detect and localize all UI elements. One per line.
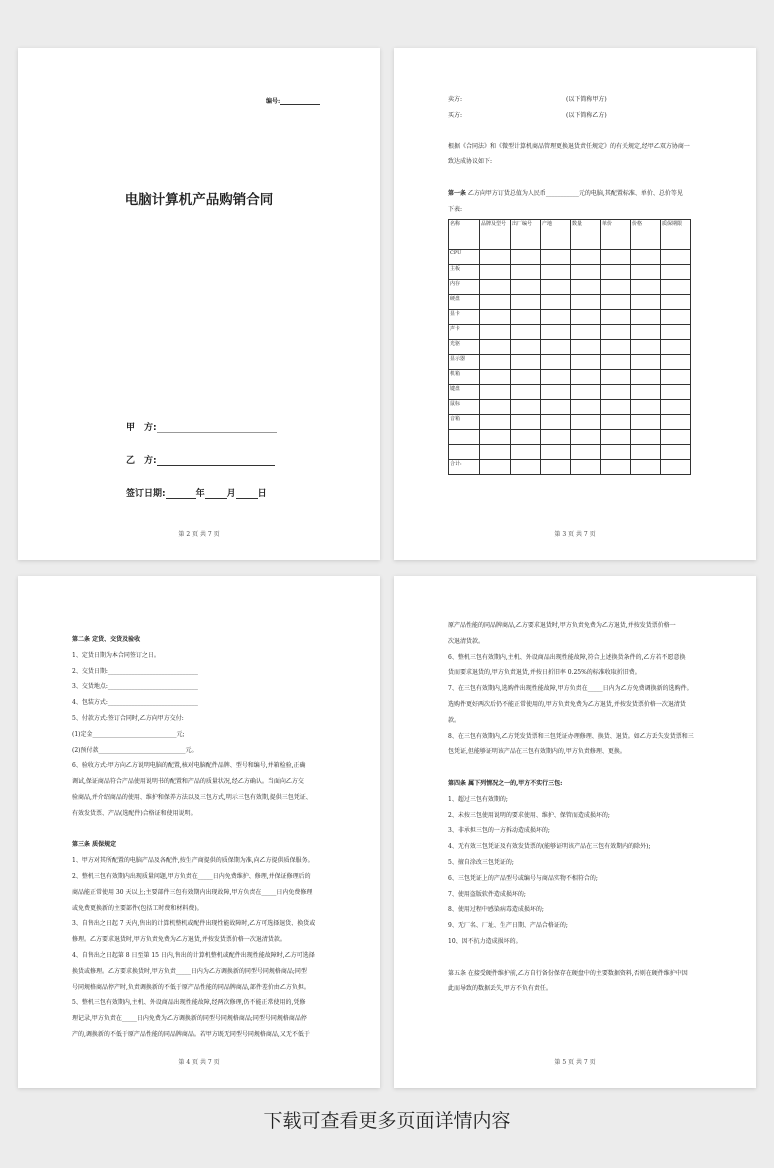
article-1-text: 乙方向甲方订货总值为人民币___________元的电脑,其配置标准、单价、总价等见 xyxy=(466,190,683,197)
contract-page-delivery-warranty xyxy=(18,576,380,1088)
table-row xyxy=(449,280,691,295)
body-line: 2、整机三包有效期内出现质量问题,甲方负责在_____日内免费维护、修理,并保证修理后的 xyxy=(72,873,311,880)
row-label-cell xyxy=(449,430,480,445)
table-row xyxy=(449,310,691,325)
table-cell xyxy=(571,340,601,355)
row-label-cell: 硬盘 xyxy=(449,295,480,310)
table-cell xyxy=(480,340,511,355)
table-cell xyxy=(571,265,601,280)
table-cell xyxy=(541,250,571,265)
body-line: 换货或修理。乙方要求换货时,甲方负责_____日内为乙方调换新的同型号同规格商品;同型 xyxy=(72,967,307,975)
buyer-label: 买方: xyxy=(448,112,463,119)
table-cell xyxy=(511,400,541,415)
table-row xyxy=(449,460,691,475)
body-line: 5、擅自涂改三包凭证的; xyxy=(448,859,514,866)
body-line: 5、付款方式:签订合同时,乙方向甲方交付: xyxy=(72,715,184,722)
page-number: 第 2 页 共 7 页 xyxy=(178,531,220,538)
table-cell xyxy=(661,325,691,340)
sign-day-label: 日 xyxy=(257,489,267,499)
table-row xyxy=(449,295,691,310)
table-row xyxy=(449,415,691,430)
table-cell xyxy=(661,445,691,460)
article-1-line-2: 下表: xyxy=(448,206,463,213)
table-cell xyxy=(541,430,571,445)
table-cell xyxy=(571,250,601,265)
table-cell xyxy=(571,370,601,385)
table-cell xyxy=(571,430,601,445)
table-cell xyxy=(541,310,571,325)
download-more-caption: 下载可查看更多页面详情内容 xyxy=(263,1110,511,1132)
table-header-cell: 数量 xyxy=(571,220,601,250)
table-header-cell: 产地 xyxy=(541,220,571,250)
table-cell xyxy=(661,295,691,310)
party-b-label: 乙 方: xyxy=(126,456,157,466)
body-line: 次退清货款。 xyxy=(448,637,485,645)
table-row xyxy=(449,385,691,400)
table-cell xyxy=(480,280,511,295)
body-line: 第五条 在接受硬件维护前,乙方自行备份保存在硬盘中的主要数据资料,否则在硬件维护中因 xyxy=(448,969,688,977)
table-header-cell: 单价 xyxy=(601,220,631,250)
table-cell xyxy=(571,460,601,475)
table-cell xyxy=(661,340,691,355)
table-cell xyxy=(661,430,691,445)
table-cell xyxy=(661,265,691,280)
table-cell xyxy=(661,415,691,430)
body-line: 1、甲方对其所配置的电脑产品及各配件,按生产商提供的质保期为准,向乙方提供质保服务。 xyxy=(72,857,314,865)
sign-date-line xyxy=(126,486,267,499)
row-label-cell: CPU xyxy=(449,250,480,265)
body-line: 9、无厂名、厂址、生产日期、产品合格证的; xyxy=(448,922,568,930)
table-cell xyxy=(511,370,541,385)
table-cell xyxy=(511,310,541,325)
table-cell xyxy=(661,280,691,295)
table-cell xyxy=(511,295,541,310)
body-line: 原产品性能的同品牌商品,乙方要求退货时,甲方负责免费为乙方退货,并按发货票价格一 xyxy=(448,622,676,629)
party-b-line xyxy=(126,453,275,466)
table-cell xyxy=(480,400,511,415)
body-line: 6、整机三包有效期内,主机、外设商品出现性能故障,符合上述换货条件的,乙方若不愿意换 xyxy=(448,653,686,661)
party-a-line xyxy=(126,420,277,433)
body-line: (2)预付款_____________________________元。 xyxy=(72,746,198,754)
table-cell xyxy=(511,280,541,295)
row-label-cell: 光驱 xyxy=(449,340,480,355)
page-number: 第 5 页 共 7 页 xyxy=(554,1059,596,1066)
intro-line-2: 致达成协议如下: xyxy=(448,158,493,165)
table-cell xyxy=(631,265,661,280)
table-cell xyxy=(511,265,541,280)
body-line: 或免费更换新的主要部件(包括工时费和材料费)。 xyxy=(72,904,203,912)
table-cell xyxy=(511,460,541,475)
table-cell xyxy=(480,355,511,370)
table-row xyxy=(449,250,691,265)
body-line: 调试,保证商品符合产品使用说明书的配置和产品的质量状况,经乙方确认。当面向乙方交 xyxy=(72,778,304,786)
table-cell xyxy=(631,430,661,445)
table-cell xyxy=(601,325,631,340)
table-cell xyxy=(541,445,571,460)
table-cell xyxy=(511,385,541,400)
body-line: 2、未按三包使用说明的要求使用、维护、保管而造成损坏的; xyxy=(448,811,610,819)
table-cell xyxy=(571,445,601,460)
body-line: 8、在三包有效期内,乙方凭发货票和三包凭证办理修理、换货、退货。如乙方丢失发货票和三 xyxy=(448,732,694,740)
row-label-cell: 鼠标 xyxy=(449,400,480,415)
table-cell xyxy=(571,400,601,415)
contract-title: 电脑计算机产品购销合同 xyxy=(124,192,274,208)
table-cell xyxy=(480,445,511,460)
row-label-cell: 内存 xyxy=(449,280,480,295)
contract-page-exclusions xyxy=(394,576,756,1088)
body-line: 7、在三包有效期内,选购件出现性能故障,甲方负责在_____日内为乙方免费调换新的选购件。 xyxy=(448,685,693,693)
table-row xyxy=(449,355,691,370)
body-line: 有效发货票、产品(选配件)合格证和使用说明。 xyxy=(72,809,197,817)
table-cell xyxy=(480,265,511,280)
table-cell xyxy=(661,370,691,385)
body-line: 理记录,甲方负责在_____日内免费为乙方调换新的同型号同规格商品;同型号同规格商品停 xyxy=(72,1015,307,1023)
table-cell xyxy=(631,460,661,475)
body-line: 2、交货日期:______________________________ xyxy=(72,667,198,675)
table-row xyxy=(449,445,691,460)
article-1-heading: 第一条 xyxy=(448,190,467,197)
party-a-label: 甲 方: xyxy=(126,423,157,433)
table-cell xyxy=(631,280,661,295)
page-number: 第 4 页 共 7 页 xyxy=(178,1059,220,1066)
row-label-cell: 音箱 xyxy=(449,415,480,430)
table-cell xyxy=(631,295,661,310)
table-cell xyxy=(541,340,571,355)
table-row xyxy=(449,430,691,445)
table-header-cell: 名称 xyxy=(449,220,480,250)
table-cell xyxy=(571,295,601,310)
table-cell xyxy=(511,445,541,460)
body-line: 验商品,并介绍商品的使用、维护和保养方法以及三包方式,明示三包有效期,提供三包凭证、 xyxy=(72,794,312,801)
table-cell xyxy=(601,340,631,355)
table-cell xyxy=(480,460,511,475)
table-cell xyxy=(601,460,631,475)
table-cell xyxy=(571,415,601,430)
table-header-cell: 出厂编号 xyxy=(511,220,541,250)
product-spec-table xyxy=(448,219,691,475)
party-b-blank xyxy=(157,456,275,466)
contract-page-spec-table xyxy=(394,48,756,560)
table-cell xyxy=(480,310,511,325)
table-cell xyxy=(511,325,541,340)
body-line: 修理。乙方要求退货时,甲方负责免费为乙方退货,并按发货票价格一次退清货款。 xyxy=(72,936,286,944)
table-cell xyxy=(541,325,571,340)
table-cell xyxy=(631,385,661,400)
table-row xyxy=(449,325,691,340)
buyer-note: (以下简称乙方) xyxy=(566,112,607,119)
row-label-cell: 主板 xyxy=(449,265,480,280)
body-line: 4、包装方式:______________________________ xyxy=(72,699,198,707)
table-header-row xyxy=(449,220,691,250)
table-cell xyxy=(601,310,631,325)
table-cell xyxy=(631,340,661,355)
table-cell xyxy=(661,310,691,325)
contract-number-blank xyxy=(280,95,320,105)
table-cell xyxy=(631,310,661,325)
contract-cover-page xyxy=(18,48,380,560)
table-header-cell: 价格 xyxy=(631,220,661,250)
body-line: 4、自售出之日起第 8 日至第 15 日内,售出的计算机整机或配件出现性能故障时,乙方可选择 xyxy=(72,952,315,959)
table-cell xyxy=(480,250,511,265)
body-line: 1、定货日期为本合同签订之日。 xyxy=(72,651,160,659)
table-row xyxy=(449,265,691,280)
body-line: 8、使用过程中感染病毒造成损坏的; xyxy=(448,906,544,914)
table-cell xyxy=(480,415,511,430)
table-cell xyxy=(661,400,691,415)
table-cell xyxy=(511,250,541,265)
table-cell xyxy=(511,430,541,445)
row-label-cell xyxy=(449,445,480,460)
table-cell xyxy=(541,400,571,415)
table-cell xyxy=(601,385,631,400)
body-line: 3、交货地点:______________________________ xyxy=(72,683,198,691)
table-cell xyxy=(601,250,631,265)
table-cell xyxy=(661,355,691,370)
sign-date-label: 签订日期: xyxy=(126,489,166,499)
intro-line-1: 根据《合同法》和《微型计算机商品管理更换退货责任规定》的有关规定,经甲乙双方协商一 xyxy=(448,143,690,150)
table-cell xyxy=(480,370,511,385)
table-cell xyxy=(511,355,541,370)
table-cell xyxy=(511,415,541,430)
table-cell xyxy=(541,460,571,475)
sign-year-label: 年 xyxy=(195,489,205,499)
table-cell xyxy=(571,325,601,340)
page-number: 第 3 页 共 7 页 xyxy=(554,531,596,538)
table-cell xyxy=(480,430,511,445)
table-row xyxy=(449,340,691,355)
table-cell xyxy=(631,400,661,415)
table-header-cell: 品牌及型号 xyxy=(480,220,511,250)
table-cell xyxy=(541,415,571,430)
table-cell xyxy=(631,250,661,265)
table-cell xyxy=(631,370,661,385)
table-cell xyxy=(511,340,541,355)
body-line: 10、因不抗力造成损坏的。 xyxy=(448,938,522,945)
body-line: 商品能正常使用 30 天以上;主要部件三包有效期内出现故障,甲方负责在_____日内免费修理 xyxy=(72,888,313,896)
body-line: 此而导致的数据丢失,甲方不负有责任。 xyxy=(448,985,552,993)
row-label-cell: 声卡 xyxy=(449,325,480,340)
row-label-cell: 键盘 xyxy=(449,385,480,400)
body-line: 3、自售出之日起 7 天内,售出的计算机整机或配件出现性能故障时,乙方可选择退货、换货或 xyxy=(72,920,316,928)
table-cell xyxy=(601,370,631,385)
table-cell xyxy=(601,355,631,370)
table-cell xyxy=(541,355,571,370)
table-row xyxy=(449,400,691,415)
article-1-line-1 xyxy=(448,188,683,197)
table-cell xyxy=(601,430,631,445)
table-cell xyxy=(541,385,571,400)
row-label-cell: 合计: xyxy=(449,460,480,475)
body-line: 7、使用盗版软件造成损坏的; xyxy=(448,890,526,898)
seller-note: (以下简称甲方) xyxy=(566,96,607,103)
body-line: 号同规格商品停产时,负责调换新的不低于原产品性能的同品牌商品,部件差价由乙方负担。 xyxy=(72,983,310,991)
table-cell xyxy=(661,460,691,475)
table-cell xyxy=(480,385,511,400)
body-line: 6、三包凭证上的产品型号或编号与商品实物不相符合的; xyxy=(448,874,598,882)
table-cell xyxy=(631,325,661,340)
row-label-cell: 显卡 xyxy=(449,310,480,325)
body-line: 5、整机三包有效期内,主机、外设商品出现性能故障,经两次修理,仍不能正常使用的,凭修 xyxy=(72,999,306,1007)
sign-month-label: 月 xyxy=(226,489,236,499)
table-cell xyxy=(601,415,631,430)
contract-number-text: 编号: xyxy=(266,98,281,105)
table-cell xyxy=(631,355,661,370)
table-row xyxy=(449,370,691,385)
table-cell xyxy=(631,445,661,460)
table-cell xyxy=(571,310,601,325)
table-cell xyxy=(631,415,661,430)
table-cell xyxy=(661,250,691,265)
table-cell xyxy=(480,295,511,310)
table-cell xyxy=(601,400,631,415)
body-line: 选购件更好两次后仍不能正常使用的,甲方负责免费为乙方退货,并按发货票价格一次退清货 xyxy=(448,701,686,708)
contract-number-label xyxy=(266,95,320,105)
table-cell xyxy=(541,280,571,295)
table-cell xyxy=(480,325,511,340)
table-cell xyxy=(571,355,601,370)
table-cell xyxy=(661,385,691,400)
body-line: 6、验收方式:甲方向乙方说明电脑的配置,核对电脑配件品牌、型号和编号,并箱检验,正确 xyxy=(72,762,306,770)
body-line: 4、无有效三包凭证及有效发货票的(能够证明该产品在三包有效期内的除外); xyxy=(448,843,651,851)
table-cell xyxy=(601,445,631,460)
table-cell xyxy=(601,280,631,295)
body-line: 包凭证,但能够证明该产品在三包有效期内的,甲方负责修理、更换。 xyxy=(448,748,626,756)
table-cell xyxy=(541,265,571,280)
row-label-cell: 显示器 xyxy=(449,355,480,370)
body-line: 货而要求退货的,甲方负责退货,并按日折旧率 0.25%的标准收取折旧费。 xyxy=(448,669,641,677)
section-heading: 第四条 属下列情况之一的,甲方不实行三包: xyxy=(448,780,563,787)
party-a-blank xyxy=(157,423,277,433)
section-heading: 第三条 质保规定 xyxy=(72,841,117,849)
body-line: 款。 xyxy=(448,716,461,724)
body-line: 产的,调换新的不低于原产品性能的同品牌商品。若甲方既无同型号同规格商品,又无不低于 xyxy=(72,1031,310,1038)
body-line: 3、非承担三包的一方拆动造成损坏的; xyxy=(448,827,550,835)
table-cell xyxy=(541,295,571,310)
body-line: (1)定金____________________________元; xyxy=(72,730,185,738)
body-line: 1、超过三包有效期的; xyxy=(448,795,508,803)
table-cell xyxy=(571,280,601,295)
seller-label: 卖方: xyxy=(448,96,463,103)
table-cell xyxy=(571,385,601,400)
table-header-cell: 质保期限 xyxy=(661,220,691,250)
section-heading: 第二条 定货、交货及验收 xyxy=(72,636,141,643)
table-cell xyxy=(601,295,631,310)
table-cell xyxy=(601,265,631,280)
row-label-cell: 机箱 xyxy=(449,370,480,385)
table-cell xyxy=(541,370,571,385)
